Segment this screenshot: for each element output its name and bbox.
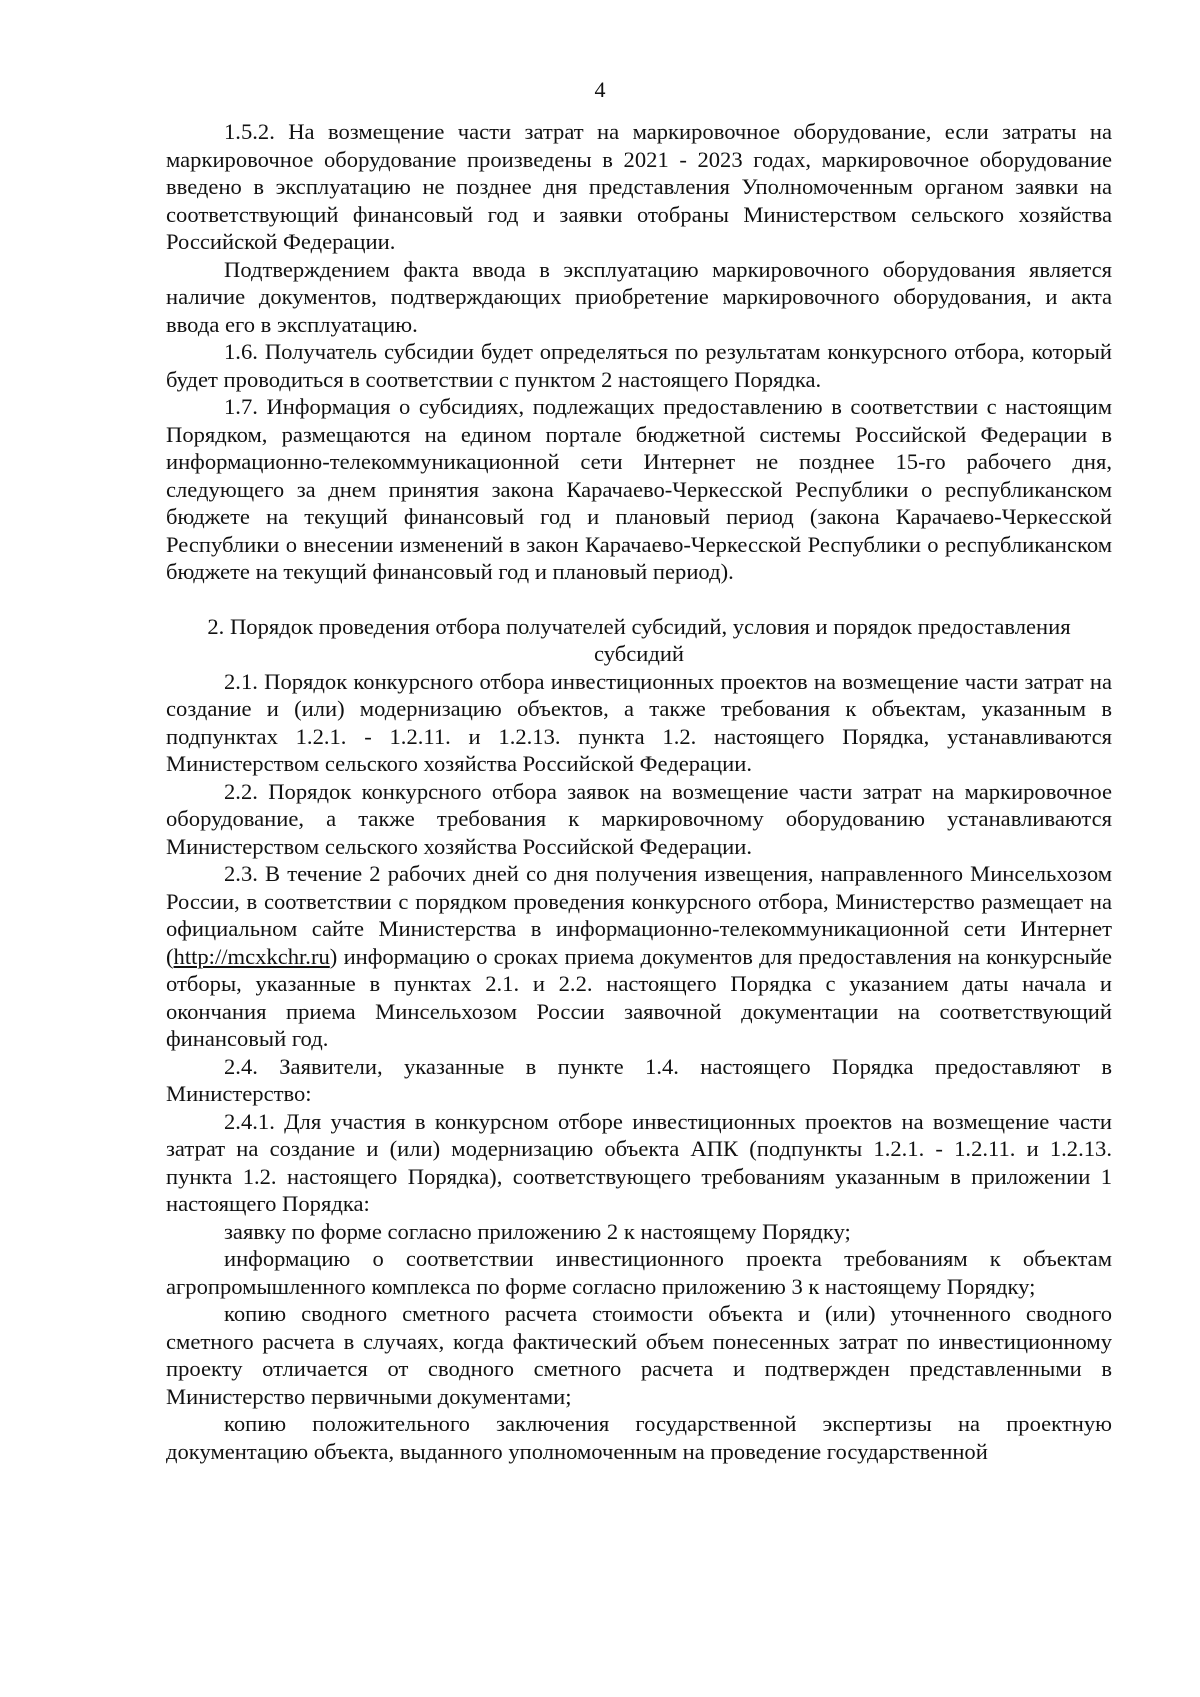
paragraph-2-1: 2.1. Порядок конкурсного отбора инвестиционных проектов на возмещение части затрат на создание и (или) модернизацию объектов, а также требования к объектам, указанным в подпунктах 1.2.1. - 1.2.11. и 1.2.13. пункта 1.2. настоящего Порядка, устанавливаются Министерством сельского хозяйства Российской Федерации. [166,668,1112,776]
paragraph-confirmation: Подтверждением факта ввода в эксплуатацию маркировочного оборудования является наличие документов, подтверждающих приобретение маркировочного оборудования, и акта ввода его в эксплуатацию. [166,256,1112,337]
paragraph-2-3-text-after: ) информацию о сроках приема документов для предоставления на конкурсныйе отборы, указанные в пунктах 2.1. и 2.2. настоящего Порядка с указанием даты начала и окончания приема Минсельхозом России заявочной документации на соответствующий финансовый год. [166,943,1112,1051]
list-item-expertise-copy: копию положительного заключения государственной экспертизы на проектную документацию объекта, выданного уполномоченным на проведение государственной [166,1411,1112,1464]
list-item-application: заявку по форме согласно приложению 2 к настоящему Порядку; [224,1218,851,1244]
paragraph-2-2: 2.2. Порядок конкурсного отбора заявок на возмещение части затрат на маркировочное оборудование, а также требования к маркировочному оборудованию устанавливаются Министерством сельского хозяйства Российской Федерации. [166,778,1112,859]
paragraph-1-7: 1.7. Информация о субсидиях, подлежащих предоставлению в соответствии с настоящим Порядком, размещаются на едином портале бюджетной системы Российской Федерации в информационно-телекоммуникационной сети Интернет не позднее 15-го рабочего дня, следующего за днем принятия закона Карачаево-Черкесской Республики о республиканском бюджете на текущий финансовый год и плановый период (закона Карачаево-Черкесской Республики о внесении изменений в закон Карачаево-Черкесской Республики о республиканском бюджете на текущий финансовый год и плановый период). [166,394,1112,584]
section-heading: 2. Порядок проведения отбора получателей субсидий, условия и порядок предоставления субсидий [207,613,1071,666]
document-body [166,118,1112,1465]
list-item-compliance-info: информацию о соответствии инвестиционного проекта требованиям к объектам агропромышленного комплекса по форме согласно приложению 3 к настоящему Порядку; [166,1246,1112,1299]
page-number: 4 [594,77,606,102]
paragraph-2-3 [166,860,1112,1053]
paragraph-2-4-1: 2.4.1. Для участия в конкурсном отборе инвестиционных проектов на возмещение части затрат на создание и (или) модернизацию объекта АПК (подпункты 1.2.1. - 1.2.11. и 1.2.13. пункта 1.2. настоящего Порядка), соответствующего требованиям указанным в приложении 1 настоящего Порядка: [166,1108,1112,1216]
paragraph-1-6: 1.6. Получатель субсидии будет определяться по результатам конкурсного отбора, который будет проводиться в соответствии с пунктом 2 настоящего Порядка. [166,339,1112,392]
paragraph-2-3-text-before: 2.3. В течение 2 рабочих дней со дня получения извещения, направленного Минсельхозом России, в соответствии с порядком проведения конкурсного отбора, Министерство размещает на официальном сайте Министерства в информационно-телекоммуникационной сети Интернет ( [166,861,1112,969]
paragraph-2-4: 2.4. Заявители, указанные в пункте 1.4. настоящего Порядка предоставляют в Министерство: [166,1053,1112,1106]
ministry-website-link[interactable]: http://mcxkchr.ru [173,943,330,969]
list-item-estimate-copy: копию сводного сметного расчета стоимости объекта и (или) уточненного сводного сметного расчета в случаях, когда фактический объем понесенных затрат по инвестиционному проекту отличается от сводного сметного расчета и подтвержден представленными в Министерство первичными документами; [166,1301,1112,1409]
paragraph-1-5-2: 1.5.2. На возмещение части затрат на маркировочное оборудование, если затраты на маркировочное оборудование произведены в 2021 - 2023 годах, маркировочное оборудование введено в эксплуатацию не позднее дня представления Уполномоченным органом заявки на соответствующий финансовый год и заявки отобраны Министерством сельского хозяйства Российской Федерации. [166,119,1112,254]
